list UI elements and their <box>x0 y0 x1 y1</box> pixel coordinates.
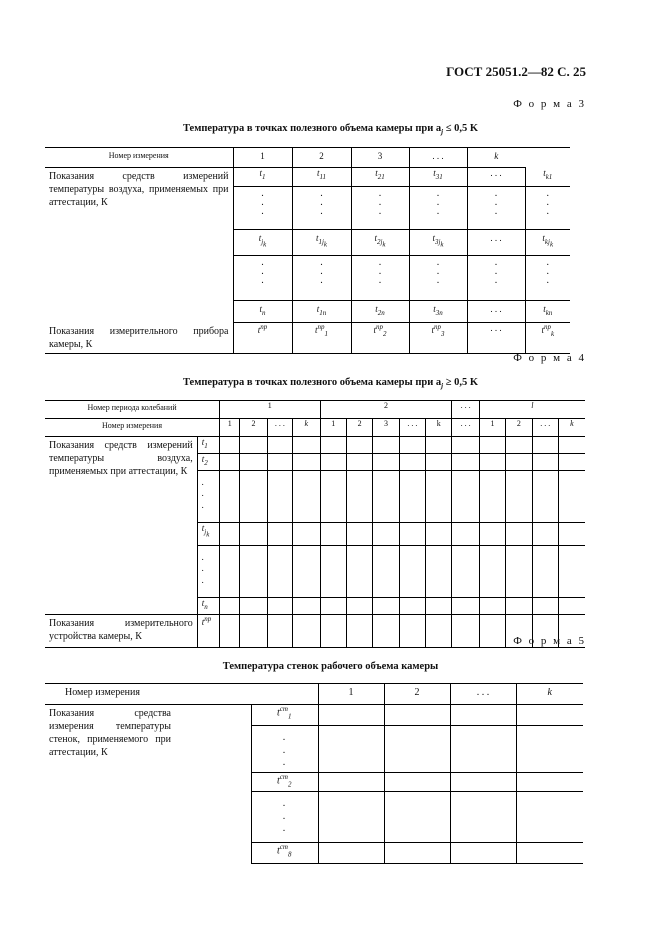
row-device: Показания измерительного прибора камеры, К $t^{пр}$ $t^{пр}_1$ $t^{пр}_2$ $t^{пр}_3$ . . . $t^{пр}_k$ <box>45 323 570 354</box>
data-cell <box>452 523 479 546</box>
data-cell <box>532 598 558 615</box>
form-3-label: Ф о р м а 3 <box>513 98 586 110</box>
data-cell <box>384 773 450 792</box>
data-cell <box>558 546 585 598</box>
data-cell <box>506 546 532 598</box>
form-5-title: Температура стенок рабочего объема камеры <box>222 661 439 672</box>
period-label: Номер периода колебаний <box>45 401 220 419</box>
point-symbol: $t_1$ <box>197 437 219 454</box>
device-description: Показания измерительного прибора камеры, К <box>45 323 233 354</box>
data-cell <box>506 454 532 471</box>
data-cell <box>267 454 292 471</box>
data-cell <box>516 843 583 864</box>
data-cell <box>384 726 450 773</box>
form-3-table <box>45 147 570 354</box>
data-cell <box>516 726 583 773</box>
data-cell <box>346 471 372 523</box>
data-cell <box>384 705 450 726</box>
data-cell <box>558 523 585 546</box>
data-cell <box>384 792 450 843</box>
form-3-title: Температура в точках полезного объема камеры при $a_j \le 0,5$ K <box>182 123 479 137</box>
data-cell <box>399 437 425 454</box>
data-cell <box>346 615 372 648</box>
data-cell <box>320 546 346 598</box>
col-header: 3 <box>351 148 409 168</box>
data-cell <box>399 471 425 523</box>
data-cell <box>384 843 450 864</box>
data-cell <box>220 546 240 598</box>
form-4-table <box>45 400 585 648</box>
data-cell <box>267 615 292 648</box>
measurement-number-label: Номер измерения <box>45 684 318 705</box>
form-5-table <box>45 683 583 864</box>
data-cell <box>452 598 479 615</box>
air-temp-description: Показания средств измерений температуры воздуха, применяемых при аттестации, К <box>49 171 229 208</box>
data-cell <box>293 471 320 523</box>
data-cell <box>479 615 505 648</box>
air-temp-description: Показания средств измерений температуры воздуха, применяемых при аттестации, К <box>49 440 193 477</box>
data-cell <box>373 615 399 648</box>
wall-point-symbol: . . . <box>251 726 318 773</box>
data-cell <box>346 523 372 546</box>
data-cell <box>506 523 532 546</box>
data-cell <box>452 546 479 598</box>
data-cell <box>267 546 292 598</box>
wall-point-symbol: . . . <box>251 792 318 843</box>
form-3-header-row <box>45 148 570 168</box>
data-cell <box>426 437 452 454</box>
data-cell <box>318 726 384 773</box>
data-cell <box>293 454 320 471</box>
data-cell <box>558 454 585 471</box>
data-cell <box>220 598 240 615</box>
point-symbol: $t_n$ <box>197 598 219 615</box>
data-cell <box>450 705 516 726</box>
data-cell <box>346 454 372 471</box>
data-cell <box>532 471 558 523</box>
data-cell <box>320 454 346 471</box>
row-t1: Показания средств измерений температуры воздуха, применяемых при аттестации, К $t_1$ $t_{11}$ $t_{21}$ $t_{31}$ . . . $t_{k1}$ <box>45 168 570 187</box>
point-symbol: $t_2$ <box>197 454 219 471</box>
data-cell <box>373 454 399 471</box>
data-cell <box>558 598 585 615</box>
data-cell <box>346 437 372 454</box>
data-cell <box>506 598 532 615</box>
data-cell <box>320 523 346 546</box>
col-header: . . . <box>409 148 467 168</box>
form-5-row <box>45 705 583 726</box>
data-cell <box>318 705 384 726</box>
data-cell <box>399 454 425 471</box>
data-cell <box>450 726 516 773</box>
data-cell <box>399 615 425 648</box>
period-header: l <box>479 401 585 419</box>
data-cell <box>450 773 516 792</box>
data-cell <box>240 523 267 546</box>
data-cell <box>346 598 372 615</box>
data-cell <box>479 546 505 598</box>
col-header: 1 <box>233 148 292 168</box>
data-cell <box>240 546 267 598</box>
col-header: 2 <box>292 148 351 168</box>
data-cell <box>532 437 558 454</box>
data-cell <box>318 843 384 864</box>
period-header: 2 <box>320 401 452 419</box>
data-cell <box>267 471 292 523</box>
data-cell <box>320 598 346 615</box>
data-cell <box>293 523 320 546</box>
measurement-row: Номер измерения 1 2 . . . k 1 2 3 . . . k . . . 1 2 . . . k <box>45 419 585 437</box>
data-cell <box>452 437 479 454</box>
data-cell <box>320 615 346 648</box>
page-header: ГОСТ 25051.2—82 С. 25 <box>446 64 586 79</box>
data-cell <box>532 546 558 598</box>
data-cell <box>399 546 425 598</box>
data-cell <box>318 792 384 843</box>
data-cell <box>220 437 240 454</box>
data-cell <box>240 454 267 471</box>
data-cell <box>320 471 346 523</box>
data-cell <box>267 523 292 546</box>
data-cell <box>506 471 532 523</box>
row-dots: . . . . . . . . . . . . . . . . . . <box>45 256 570 301</box>
form-5-header-row: Номер измерения 1 2 . . . k <box>45 684 583 705</box>
data-cell <box>220 615 240 648</box>
data-cell <box>532 523 558 546</box>
data-cell <box>426 454 452 471</box>
data-cell <box>426 523 452 546</box>
data-cell <box>293 437 320 454</box>
data-cell <box>373 546 399 598</box>
data-cell <box>267 437 292 454</box>
data-cell <box>516 792 583 843</box>
data-cell <box>452 454 479 471</box>
wall-point-symbol: $t^{ст}_2$ <box>251 773 318 792</box>
data-cell <box>220 471 240 523</box>
data-cell <box>373 598 399 615</box>
data-cell <box>532 454 558 471</box>
period-header: 1 <box>220 401 320 419</box>
data-cell <box>479 471 505 523</box>
form-4-title: Температура в точках полезного объема камеры при $a_j \ge 0,5$ K <box>182 377 479 391</box>
wall-point-symbol: $t^{ст}_1$ <box>251 705 318 726</box>
measurement-number-label: Номер измерения <box>45 148 233 168</box>
data-cell <box>318 773 384 792</box>
device-description: Показания измерительного устройства камеры, К <box>45 615 197 648</box>
data-cell <box>426 546 452 598</box>
data-cell <box>373 471 399 523</box>
data-cell <box>450 843 516 864</box>
data-cell <box>293 598 320 615</box>
data-cell <box>426 598 452 615</box>
form-5-label: Ф о р м а 5 <box>513 635 586 647</box>
data-cell <box>320 437 346 454</box>
point-symbol: . . . <box>197 471 219 523</box>
col-header: k <box>467 148 525 168</box>
data-cell <box>240 615 267 648</box>
point-symbol: $t^{пр}$ <box>197 615 219 648</box>
point-symbol: . . . <box>197 546 219 598</box>
data-cell <box>452 615 479 648</box>
measurement-label: Номер измерения <box>45 419 220 437</box>
data-cell <box>516 773 583 792</box>
data-cell <box>516 705 583 726</box>
data-cell <box>267 598 292 615</box>
data-cell <box>479 454 505 471</box>
data-cell <box>240 471 267 523</box>
form-4-label: Ф о р м а 4 <box>513 352 586 364</box>
data-cell <box>450 792 516 843</box>
data-cell <box>240 598 267 615</box>
data-cell <box>479 437 505 454</box>
data-cell <box>426 615 452 648</box>
data-cell <box>426 471 452 523</box>
data-cell <box>558 471 585 523</box>
data-cell <box>399 598 425 615</box>
data-cell <box>373 523 399 546</box>
data-cell <box>479 523 505 546</box>
point-symbol: $t_{j_k}$ <box>197 523 219 546</box>
row-tj: $t_{j_k}$ $t_{1j_k}$ $t_{2j_k}$ $t_{3j_k}$ . . . $t_{kj_k}$ <box>45 230 570 256</box>
data-cell <box>452 471 479 523</box>
data-cell <box>346 546 372 598</box>
data-cell <box>220 523 240 546</box>
form-4-row <box>45 437 585 454</box>
data-cell <box>373 437 399 454</box>
period-row <box>45 401 585 419</box>
form-4-row <box>45 615 585 648</box>
data-cell <box>293 615 320 648</box>
data-cell <box>399 523 425 546</box>
data-cell <box>558 437 585 454</box>
data-cell <box>240 437 267 454</box>
wall-temp-description: Показания средства измерения температуры стенок, применяемого при аттестации, К <box>49 708 171 758</box>
row-dots: . . . . . . . . . . . . . . . . . . <box>45 187 570 230</box>
data-cell <box>479 598 505 615</box>
data-cell <box>220 454 240 471</box>
data-cell <box>506 437 532 454</box>
period-header: . . . <box>452 401 479 419</box>
data-cell <box>293 546 320 598</box>
wall-point-symbol: $t^{ст}_8$ <box>251 843 318 864</box>
row-tn: $t_n$ $t_{1n}$ $t_{2n}$ $t_{3n}$ . . . $t_{kn}$ <box>45 301 570 323</box>
